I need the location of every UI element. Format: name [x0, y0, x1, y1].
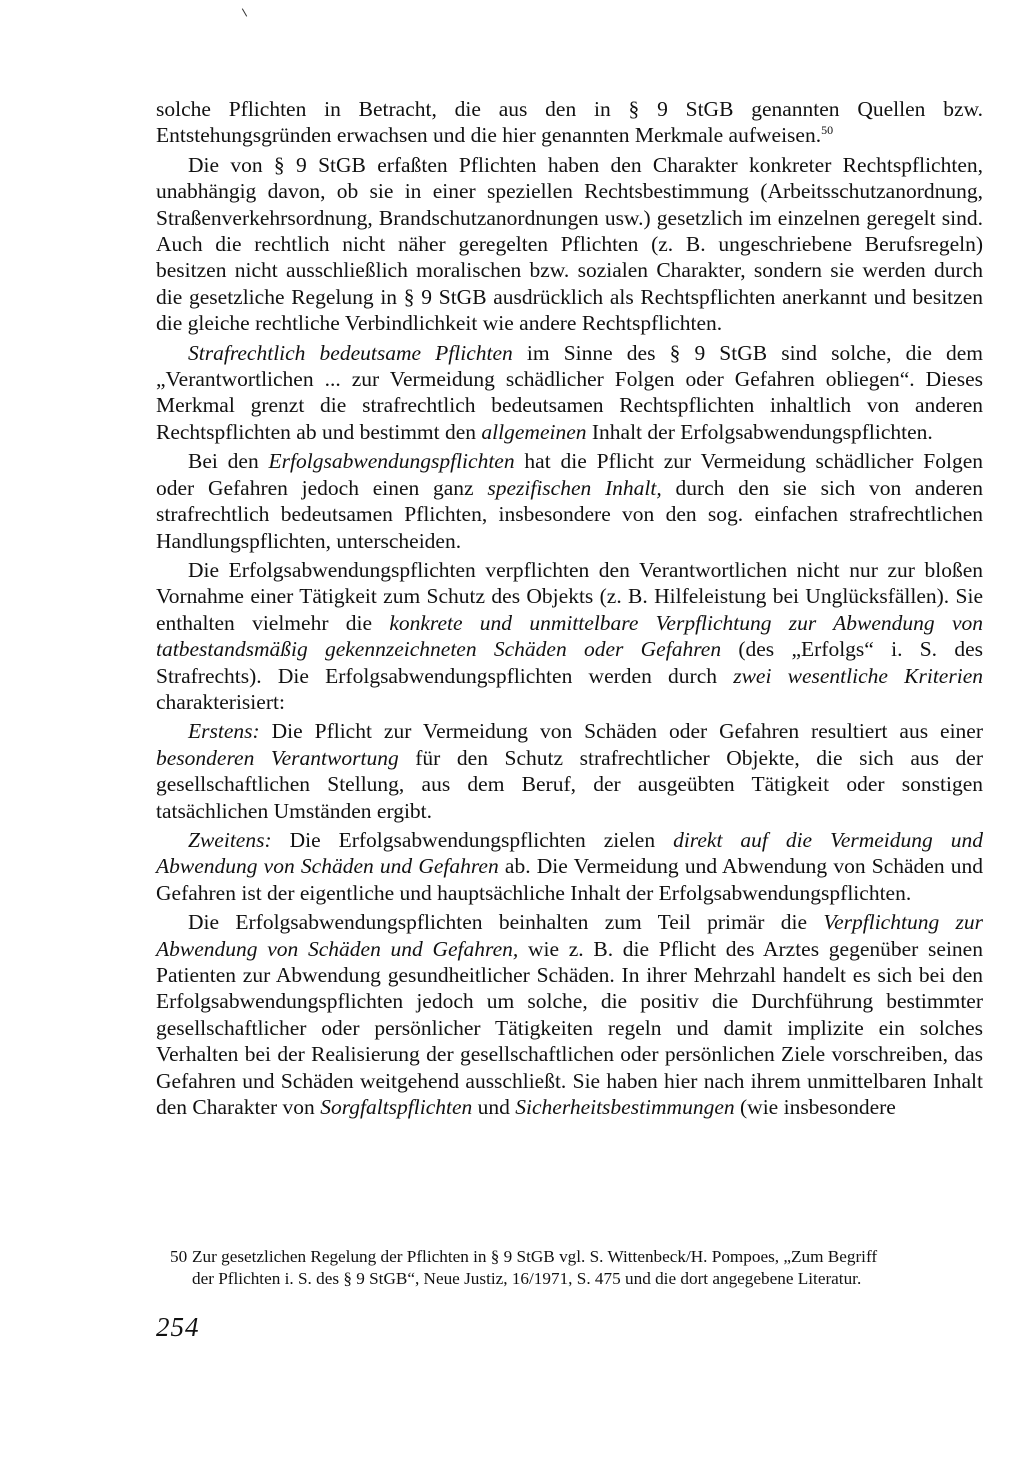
text-segment: charakterisiert:	[156, 689, 285, 714]
emphasis-text: konkrete und unmittelbare Verpflichtung zur Abwendung von tatbestandsmäßig gekennzeichneten Schäden oder Gefahren	[156, 610, 983, 662]
emphasis-text: Strafrechtlich bedeutsame Pflichten	[188, 340, 513, 365]
text-segment: Die Erfolgsabwendungspflichten zielen	[271, 827, 674, 852]
paragraph	[156, 827, 983, 906]
text-segment: und	[472, 1095, 516, 1120]
emphasis-text: zwei wesentliche Kriterien	[733, 663, 983, 688]
paragraph	[156, 448, 983, 554]
text-segment: Bei den	[188, 449, 269, 474]
main-text	[156, 96, 983, 1120]
emphasis-text: Erstens:	[188, 719, 260, 744]
text-segment: Inhalt der Erfolgsabwendungspflichten.	[586, 419, 933, 444]
footnote-reference: 50	[821, 123, 834, 138]
page-number: 254	[156, 1312, 200, 1342]
emphasis-text: direkt auf die Vermeidung und Abwendung von Schäden und Gefahren	[156, 827, 983, 879]
text-segment: (wie insbesondere	[734, 1095, 896, 1120]
text-segment: Die Pflicht zur Vermeidung von Schäden oder Gefahren resultiert aus einer	[259, 719, 983, 744]
footnote-text-line1: Zur gesetzlichen Regelung der Pflichten in § 9 StGB vgl. S. Wittenbeck/H. Pompoes, „Zum Begriff	[192, 1247, 878, 1266]
footnote-number: 50	[170, 1247, 188, 1266]
emphasis-text: spezifischen Inhalt,	[487, 475, 662, 500]
text-segment: hat die Pflicht zur Vermeidung schädlicher Folgen oder Gefahren jedoch einen ganz	[156, 449, 983, 500]
paragraph	[156, 718, 983, 824]
text-segment: durch den sie sich von anderen strafrechtlich bedeutsamen Pflichten, insbesondere von den sog. einfachen strafrechtlichen Handlungspflichten, unterscheiden.	[156, 475, 983, 553]
emphasis-text: Erfolgsabwendungspflichten	[268, 449, 515, 474]
text-segment: für den Schutz strafrechtlicher Objekte, die sich aus der gesellschaftlichen Stellung, aus dem Beruf, der ausgeübten Tätigkeit oder sonstigen tatsächlichen Umständen ergibt.	[156, 745, 983, 823]
footnote-text-line2: der Pflichten i. S. des § 9 StGB“, Neue Justiz, 16/1971, S. 475 und die dort angegebene Literatur.	[192, 1268, 862, 1288]
emphasis-text: besonderen Verantwortung	[156, 745, 399, 770]
text-segment: im Sinne des § 9 StGB sind solche, die dem „Verantwortlichen ... zur Vermeidung schädlicher Folgen oder Gefahren obliegen“. Dieses Merkmal grenzt die strafrechtlich bedeutsamen Rechtspflichten inhaltlich von anderen Rechtspflichten ab und bestimmt den	[156, 340, 983, 444]
text-segment: solche Pflichten in Betracht, die aus den in § 9 StGB genannten Quellen bzw. Entstehungsgründen erwachsen und die hier genannten Merkmale aufweisen.	[156, 97, 983, 148]
text-segment: (des „Erfolgs“ i. S. des Strafrechts). Die Erfolgsabwendungspflichten werden durch	[156, 637, 983, 688]
paragraph	[156, 340, 983, 446]
emphasis-text: Sorgfaltspflichten	[320, 1095, 473, 1120]
footnote	[170, 1246, 982, 1289]
paragraph	[156, 152, 983, 337]
text-segment: Die Erfolgsabwendungspflichten beinhalten zum Teil primär die	[188, 910, 824, 935]
text-segment: Die Erfolgsabwendungspflichten verpflichten den Verantwortlichen nicht nur zur bloßen Vornahme einer Tätigkeit zum Schutz des Objekts (z. B. Hilfeleistung bei Unglücksfällen). Sie enthalten vielmehr die	[156, 557, 983, 635]
emphasis-text: allgemeinen	[481, 419, 587, 444]
scan-speck	[242, 8, 247, 16]
text-segment: Die von § 9 StGB erfaßten Pflichten haben den Charakter konkreter Rechtspflichten, unabhängig davon, ob sie in einer speziellen Rechtsbestimmung (Arbeitsschutzanordnung, Straßenverkehrsordnung, Brandschutzanordnungen usw.) gesetzlich im einzelnen geregelt sind. Auch die rechtlich nicht näher geregelten Pflichten (z. B. ungeschriebene Berufsregeln) besitzen nicht ausschließlich moralischen bzw. sozialen Charakter, sondern sie werden durch die gesetzliche Regelung in § 9 StGB ausdrücklich als Rechtspflichten anerkannt und besitzen die gleiche rechtliche Verbindlichkeit wie andere Rechtspflichten.	[156, 152, 983, 336]
emphasis-text: Sicherheitsbestimmungen	[515, 1095, 735, 1120]
paragraph	[156, 557, 983, 715]
page-body	[156, 96, 983, 1120]
paragraph	[156, 909, 983, 1120]
emphasis-text: Zweitens:	[188, 827, 272, 852]
emphasis-text: Verpflichtung zur Abwendung von Schäden und Gefahren,	[156, 910, 983, 961]
text-segment: ab. Die Vermeidung und Abwendung von Schäden und Gefahren ist der eigentliche und hauptsächliche Inhalt der Erfolgsabwendungspflichten.	[156, 854, 983, 905]
text-segment: wie z. B. die Pflicht des Arztes gegenüber seinen Patienten zur Abwendung gesundheitlicher Schäden. In ihrer Mehrzahl handelt es sich bei den Erfolgsabwendungspflichten jedoch um solche, die positiv die Durchführung bestimmter gesellschaftlicher oder persönlicher Tätigkeiten regeln und damit implizite ein solches Verhalten bei der Realisierung der gesellschaftlichen oder persönlichen Ziele vorschreiben, das Gefahren und Schäden weitgehend ausschließt. Sie haben hier nach ihrem unmittelbaren Inhalt den Charakter von	[156, 936, 983, 1120]
paragraph	[156, 96, 983, 149]
